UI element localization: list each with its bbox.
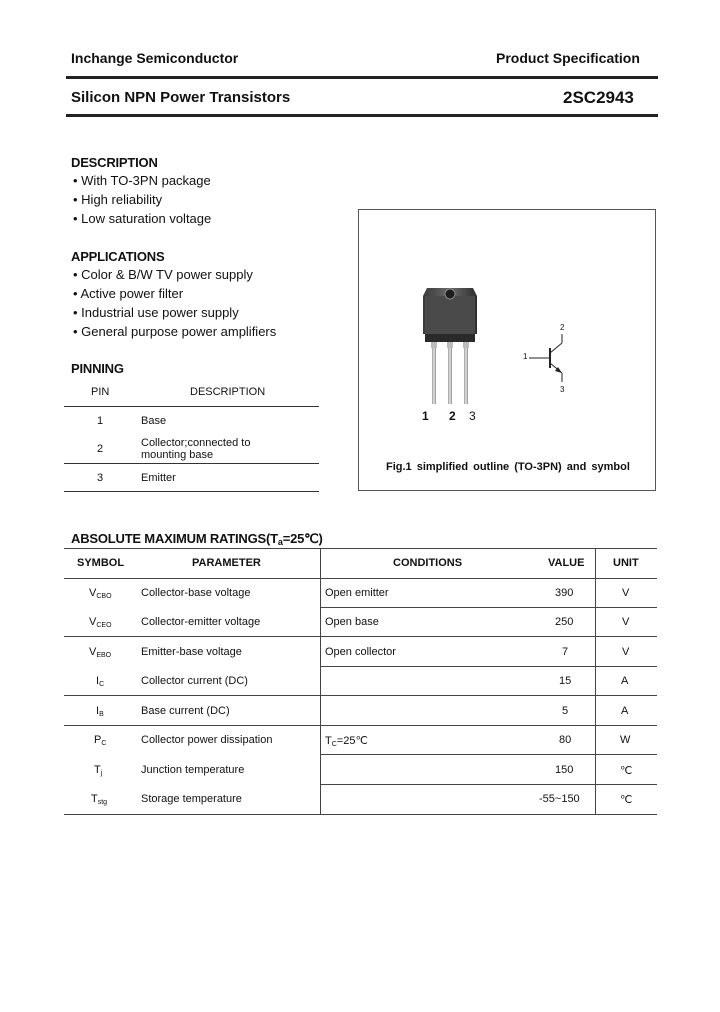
pin-number: 1 <box>97 415 104 427</box>
symbol-text: P <box>94 734 102 746</box>
conditions-cell <box>325 734 368 748</box>
divider <box>64 578 657 579</box>
product-line: Silicon NPN Power Transistors <box>71 89 291 106</box>
value-cell: 15 <box>559 675 572 687</box>
pin-header: PIN <box>91 386 110 398</box>
symbol-label-emitter: 3 <box>560 385 565 394</box>
symbol-subscript: CEO <box>96 622 112 629</box>
pin-number: 2 <box>97 443 104 455</box>
pin-label-2: 2 <box>449 409 456 423</box>
figure-box <box>358 209 656 491</box>
list-item: • High reliability <box>73 192 163 207</box>
list-item: • Color & B/W TV power supply <box>73 267 253 282</box>
symbol-text: T <box>94 764 101 776</box>
divider <box>320 784 657 785</box>
value-cell: 5 <box>562 705 569 717</box>
unit-cell: V <box>622 616 630 628</box>
ratings-title <box>71 531 323 547</box>
condition-subscript: C <box>331 741 337 748</box>
symbol-label-base: 1 <box>523 352 528 361</box>
symbol-subscript: B <box>99 711 104 718</box>
ratings-title-text: ABSOLUTE MAXIMUM RATINGS(T <box>71 531 278 546</box>
symbol-subscript: C <box>101 740 107 747</box>
header-value: VALUE <box>548 557 585 569</box>
symbol-text: I <box>96 705 100 717</box>
value-cell: 7 <box>562 646 569 658</box>
parameter-cell: Junction temperature <box>141 764 245 776</box>
condition-text-end: =25℃ <box>336 735 368 747</box>
divider <box>64 814 657 815</box>
lead-shoulder <box>447 342 453 348</box>
column-divider <box>320 548 321 815</box>
pin-description-line: Collector;connected to <box>141 437 251 449</box>
symbol-subscript: stg <box>97 799 108 806</box>
divider <box>64 491 319 492</box>
list-item: • General purpose power amplifiers <box>73 324 277 339</box>
list-item: • Active power filter <box>73 286 184 301</box>
divider <box>64 406 319 407</box>
value-cell: -55~150 <box>539 793 580 805</box>
divider <box>320 607 657 608</box>
pin-label-1: 1 <box>422 409 429 423</box>
symbol-cell <box>96 675 104 688</box>
symbol-cell <box>94 764 102 777</box>
pin-description-header: DESCRIPTION <box>190 386 266 398</box>
unit-cell: W <box>620 734 631 746</box>
conditions-cell: Open collector <box>325 646 396 658</box>
divider <box>320 754 657 755</box>
unit-cell: ℃ <box>620 765 633 777</box>
pin-description: Emitter <box>141 472 176 484</box>
symbol-text: T <box>91 793 98 805</box>
header-symbol: SYMBOL <box>77 557 125 569</box>
unit-cell: V <box>622 646 630 658</box>
applications-title: APPLICATIONS <box>71 249 165 264</box>
condition-text: T <box>325 735 332 747</box>
symbol-cell <box>89 646 111 659</box>
symbol-cell <box>89 616 112 629</box>
pin-description: Base <box>141 415 167 427</box>
list-item: • Industrial use power supply <box>73 305 239 320</box>
pin-label-3: 3 <box>469 409 476 423</box>
value-cell: 80 <box>559 734 572 746</box>
parameter-cell: Collector current (DC) <box>141 675 248 687</box>
symbol-cell <box>94 734 106 747</box>
pin-description <box>141 437 250 461</box>
header-unit: UNIT <box>613 557 639 569</box>
unit-cell: A <box>621 705 629 717</box>
lead-shoulder <box>463 342 469 348</box>
parameter-cell: Base current (DC) <box>141 705 230 717</box>
divider <box>320 666 657 667</box>
header-conditions: CONDITIONS <box>393 557 463 569</box>
symbol-subscript: CBO <box>96 593 112 600</box>
part-number: 2SC2943 <box>563 88 634 107</box>
divider <box>64 725 657 726</box>
column-divider <box>595 548 596 815</box>
unit-cell: ℃ <box>620 794 633 806</box>
symbol-text: V <box>89 616 97 628</box>
conditions-cell: Open emitter <box>325 587 389 599</box>
parameter-cell: Storage temperature <box>141 793 242 805</box>
symbol-label-collector: 2 <box>560 323 565 332</box>
lead <box>432 348 436 404</box>
parameter-cell: Emitter-base voltage <box>141 646 242 658</box>
description-list <box>73 171 211 228</box>
symbol-cell <box>91 793 107 806</box>
list-item: • With TO-3PN package <box>73 173 211 188</box>
value-cell: 390 <box>555 587 574 599</box>
symbol-subscript: j <box>100 770 103 777</box>
figure-caption: Fig.1 simplified outline (TO-3PN) and symbol <box>386 461 630 473</box>
transistor-package-illustration <box>359 210 655 490</box>
lead <box>448 348 452 404</box>
document-type: Product Specification <box>496 50 640 66</box>
ratings-title-sub: a <box>277 537 283 547</box>
divider <box>64 695 657 696</box>
symbol-text: I <box>96 675 100 687</box>
ratings-title-end: =25℃) <box>282 531 323 546</box>
lead <box>464 348 468 404</box>
pin-number: 3 <box>97 472 104 484</box>
symbol-subscript: EBO <box>96 652 112 659</box>
symbol-cell <box>89 587 112 600</box>
parameter-cell: Collector-emitter voltage <box>141 616 261 628</box>
pin-description-line: mounting base <box>141 449 214 461</box>
header-parameter: PARAMETER <box>192 557 261 569</box>
unit-cell: A <box>621 675 629 687</box>
divider <box>64 548 657 549</box>
symbol-text: V <box>89 646 97 658</box>
description-title: DESCRIPTION <box>71 155 158 170</box>
applications-list <box>73 265 276 341</box>
divider <box>64 463 319 464</box>
symbol-text: V <box>89 587 97 599</box>
symbol-cell <box>96 705 104 718</box>
header-rule-bottom <box>66 114 658 117</box>
value-cell: 150 <box>555 764 574 776</box>
symbol-subscript: C <box>99 681 105 688</box>
lead-shoulder <box>431 342 437 348</box>
header-rule-top <box>66 76 658 79</box>
conditions-cell: Open base <box>325 616 379 628</box>
parameter-cell: Collector-base voltage <box>141 587 251 599</box>
package-face <box>425 296 475 334</box>
list-item: • Low saturation voltage <box>73 211 212 226</box>
pinning-title: PINNING <box>71 361 124 376</box>
parameter-cell: Collector power dissipation <box>141 734 273 746</box>
company-name: Inchange Semiconductor <box>71 50 239 66</box>
package-base <box>425 334 475 342</box>
divider <box>64 636 657 637</box>
value-cell: 250 <box>555 616 574 628</box>
collector-wire <box>550 343 562 353</box>
mounting-hole <box>445 289 455 299</box>
unit-cell: V <box>622 587 630 599</box>
